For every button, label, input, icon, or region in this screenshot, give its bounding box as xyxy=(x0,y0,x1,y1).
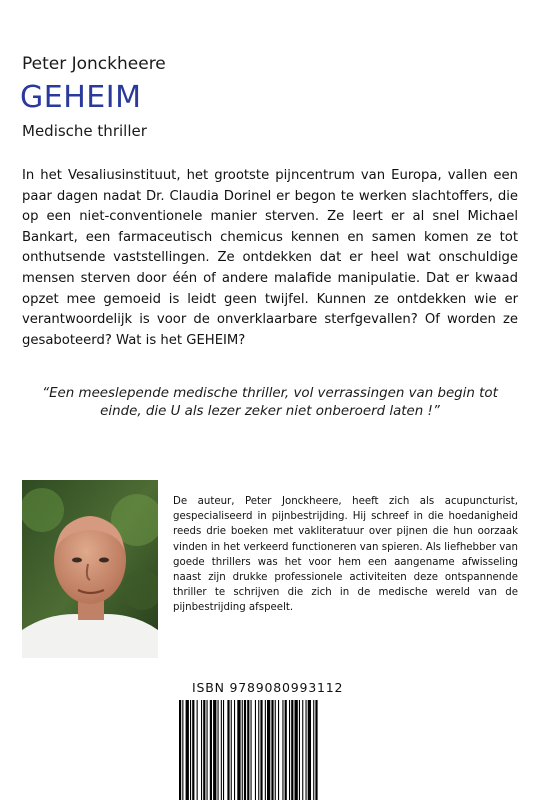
book-subtitle: Medische thriller xyxy=(22,122,147,140)
blurb-text: In het Vesaliusinstituut, het grootste pijncentrum van Europa, vallen een paar dagen nadat Dr. Claudia Dorinel er begon te werken slachtoffers, die op een niet-conventionele manier sterven. Ze leert er al snel Michael Bankart, een farmaceutisch chemicus kennen en samen komen ze tot onthutsende vaststellingen. Ze ontdekken dat er heel wat onschuldige mensen sterven door één of andere malafide manipulatie. Dat er kwaad opzet mee gemoeid is leidt geen twijfel. Kunnen ze ontdekken wie er verantwoordelijk is voor de onverklaarbare sterfgevallen? Of worden ze gesaboteerd? Wat is het GEHEIM? xyxy=(22,168,518,348)
isbn-label: ISBN 9789080993112 xyxy=(192,680,344,695)
review-quote: “Een meeslepende medische thriller, vol verrassingen van begin tot einde, die U als lezer zeker niet onberoerd laten !” xyxy=(42,386,498,420)
author-bio: De auteur, Peter Jonckheere, heeft zich als acupuncturist, gespecialiseerd in pijnbestrijding. Hij schreef in die hoedanigheid reeds drie boeken met vakliteratuur over pijnen die hun oorzaak vinden in het verkeerd functioneren van spieren. Als liefhebber van goede thrillers was het voor hem een aangename afwisseling naast zijn drukke professionele activiteiten deze ontspannende thriller te schrijven die zich in de medische wereld van de pijnbestrijding afspeelt. xyxy=(173,496,518,614)
author-name: Peter Jonckheere xyxy=(22,54,166,74)
book-title: GEHEIM xyxy=(20,80,142,115)
author-photo xyxy=(22,480,158,658)
barcode xyxy=(177,700,367,800)
